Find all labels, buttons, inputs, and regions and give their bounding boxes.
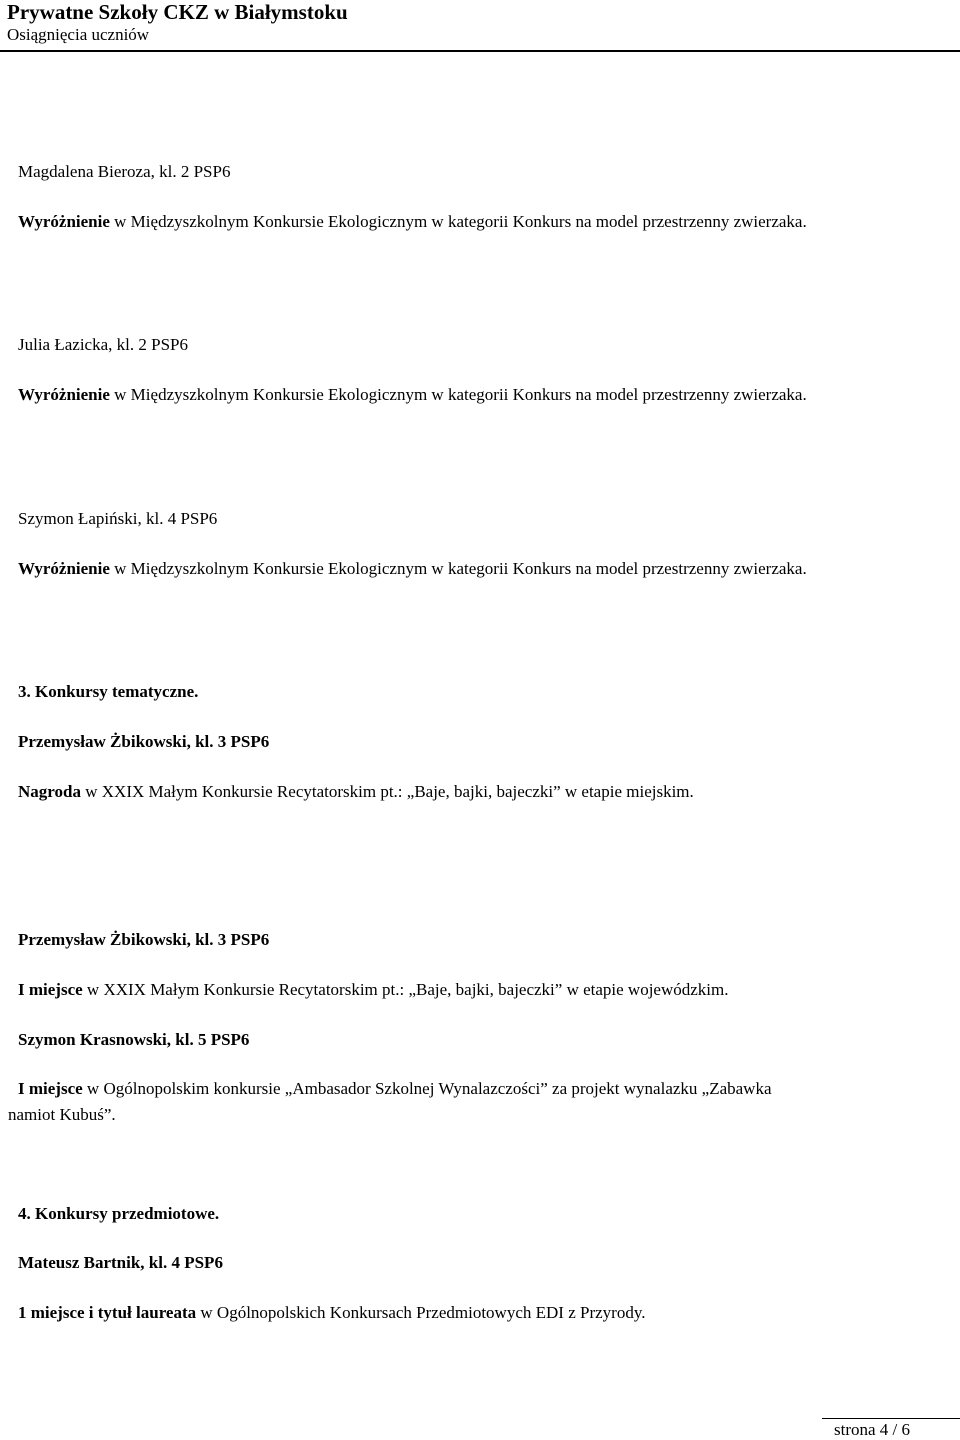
achievement-description-continued: namiot Kubuś”.: [8, 1105, 116, 1124]
achievement-line: [18, 979, 729, 1001]
student-name: Szymon Krasnowski, kl. 5 PSP6: [18, 1030, 250, 1049]
student-name: Mateusz Bartnik, kl. 4 PSP6: [18, 1253, 223, 1272]
achievement-line: [18, 211, 807, 233]
page-number: strona 4 / 6: [834, 1420, 911, 1439]
achievement-description: w Ogólnopolskich Konkursach Przedmiotowych EDI z Przyrody.: [196, 1303, 646, 1322]
award-label: 1 miejsce i tytuł laureata: [18, 1303, 197, 1322]
student-name: Julia Łazicka, kl. 2 PSP6: [18, 335, 188, 354]
award-label: Nagroda: [18, 782, 81, 801]
student-name: Szymon Łapiński, kl. 4 PSP6: [18, 509, 218, 528]
achievement-line: [18, 781, 694, 803]
achievement-description: w Międzyszkolnym Konkursie Ekologicznym w kategorii Konkurs na model przestrzenny zwierzaka.: [109, 559, 807, 578]
award-label: Wyróżnienie: [18, 212, 110, 231]
site-subtitle: Osiągnięcia uczniów: [7, 25, 150, 44]
award-label: I miejsce: [18, 980, 83, 999]
student-name: Magdalena Bieroza, kl. 2 PSP6: [18, 162, 231, 181]
award-label: Wyróżnienie: [18, 385, 110, 404]
section-heading: 3. Konkursy tematyczne.: [18, 682, 199, 701]
footer-divider: [822, 1418, 960, 1419]
achievement-line: [18, 1302, 645, 1324]
achievement-line: [18, 1078, 772, 1100]
award-label: Wyróżnienie: [18, 559, 110, 578]
site-title: Prywatne Szkoły CKZ w Białymstoku: [7, 0, 348, 24]
achievement-description: w Ogólnopolskim konkursie „Ambasador Szkolnej Wynalazczości” za projekt wynalazku „Zabawka: [82, 1079, 772, 1098]
achievement-description: w XXIX Małym Konkursie Recytatorskim pt.: „Baje, bajki, bajeczki” w etapie wojewódzkim.: [82, 980, 729, 999]
achievement-description: w Międzyszkolnym Konkursie Ekologicznym w kategorii Konkurs na model przestrzenny zwierzaka.: [109, 212, 807, 231]
student-name: Przemysław Żbikowski, kl. 3 PSP6: [18, 732, 270, 751]
achievement-line: [18, 384, 807, 406]
achievement-description: w Międzyszkolnym Konkursie Ekologicznym w kategorii Konkurs na model przestrzenny zwierzaka.: [109, 385, 807, 404]
achievement-line: [18, 558, 807, 580]
student-name: Przemysław Żbikowski, kl. 3 PSP6: [18, 930, 270, 949]
section-heading: 4. Konkursy przedmiotowe.: [18, 1204, 220, 1223]
header-divider: [0, 50, 960, 52]
achievement-description: w XXIX Małym Konkursie Recytatorskim pt.: „Baje, bajki, bajeczki” w etapie miejskim.: [80, 782, 694, 801]
award-label: I miejsce: [18, 1079, 83, 1098]
